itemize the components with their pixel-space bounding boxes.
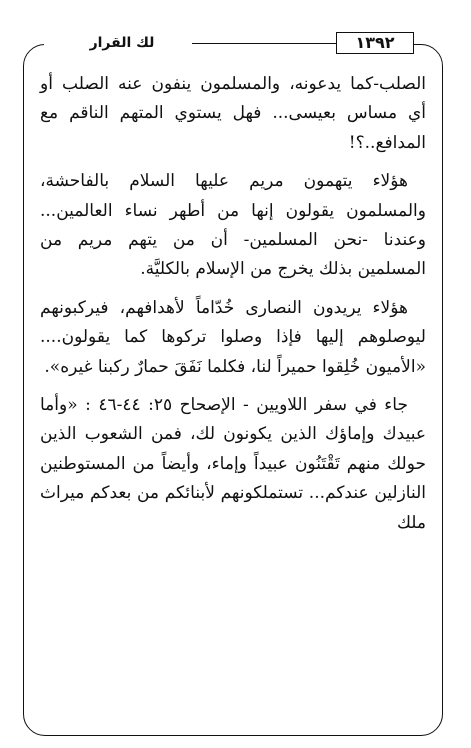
paragraph-2: هؤلاء يتهمون مريم عليها السلام بالفاحشة، والمسلمون يقولون إنها من أطهر نساء العالمين... وعندنا -نحن المسلمين- أن من يتهم مريم من المسلمين بذلك يخرج من الإسلام بالكليَّة.: [40, 171, 426, 280]
page-number: ١٣٩٢: [336, 32, 414, 54]
paragraph-4: جاء في سفر اللاويين - الإصحاح ٢٥: ٤٤-٤٦ : «وأما عبيدك وإماؤك الذين يكونون لك، فمن الشعوب الذين حولك منهم تَقْتَنُون عبيداً وإماء، وأيضاً من المستوطنين النازلين عندكم... تستملكونهم لأبنائكم من بعدكم ميراث ملك: [40, 395, 426, 533]
body-text: [40, 70, 426, 547]
running-title: لك القرار: [52, 33, 192, 53]
paragraph-1: الصلب-كما يدعونه، والمسلمون ينفون عنه الصلب أو أي مساس بعيسى... فهل يستوي المتهم الناقم مع المدافع..؟!: [40, 74, 426, 153]
header-rule: [190, 43, 338, 44]
paragraph-3: هؤلاء يريدون النصارى خُدّاماً لأهدافهم، فيركبونهم ليوصلوهم إليها فإذا وصلوا تركوها كما يقولون.... «الأميون خُلِقوا حميراً لنا، فكلما نَفَقَ حمارٌ ركبنا غيره».: [40, 297, 426, 377]
